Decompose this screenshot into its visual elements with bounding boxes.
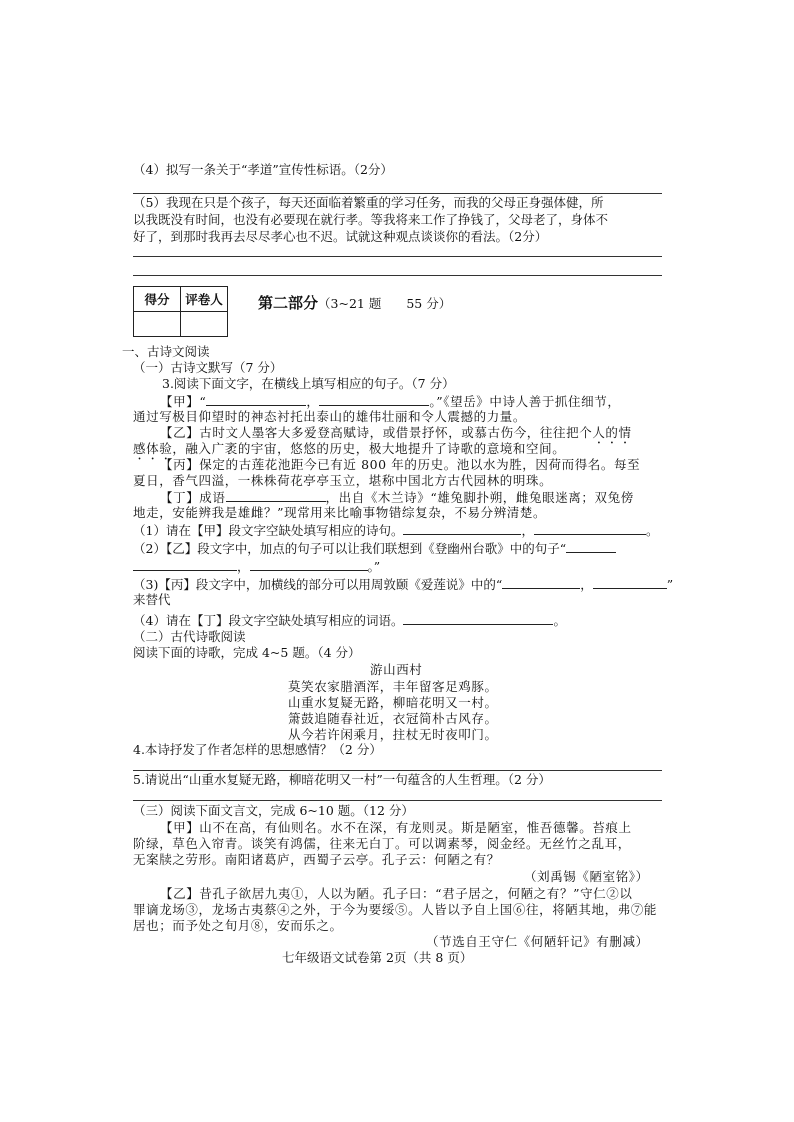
passage-bing-line2: 夏日，香气四溢，一株株荷花亭亭玉立，堪称中国北方古代园林的明珠。	[133, 473, 553, 488]
prose-yi-line2: 罪谪龙场③，龙场古夷蔡④之外，于今为要绥⑤。人皆以予自上国⑥往，将陋其地，弗⑦能	[133, 902, 658, 917]
subquestion-3-line2: 来替代	[133, 592, 171, 607]
quote-open: “	[199, 394, 207, 409]
passage-bing-line1: 【丙】保定的古莲花池距今已有近 800 年的历史。池以水为胜，因荷而得名。每至	[160, 457, 641, 472]
comma: ，	[306, 394, 320, 409]
subquestion-4-text: （4）请在【丁】段文字空缺处填写相应的词语。	[133, 613, 404, 628]
prose-jia-line1: 【甲】山不在高，有仙则名。水不在深，有龙则灵。斯是陋室，惟吾德馨。苔痕上	[160, 820, 632, 835]
part-two-note: （3~21 题 55 分）	[318, 296, 452, 311]
poem-line: 从今若许闲乘月，拄杖无时夜叩门。	[288, 727, 498, 742]
poem-line: 箫鼓追随春社近，衣冠简朴古风存。	[288, 711, 498, 726]
question-5-line2: 以我既没有时间，也没有必要现在就行孝。等我将来工作了挣钱了，父母老了，身体不	[133, 212, 609, 227]
poem-title: 游山西村	[370, 662, 423, 677]
blank-ding[interactable]	[226, 489, 326, 502]
passage-jia-line2: 通过写极目仰望时的神态衬托出泰山的雄伟壮丽和令人震撼的力量。	[133, 409, 527, 424]
poem-intro: 阅读下面的诗歌，完成 4~5 题。（4 分）	[133, 645, 361, 660]
subquestion-2-line1	[133, 540, 616, 557]
answer-blank[interactable]	[133, 558, 237, 571]
answer-line[interactable]	[133, 256, 662, 257]
comma: ，	[580, 577, 593, 592]
answer-blank[interactable]	[534, 522, 646, 535]
subquestion-2-text: （2）【乙】段文字中，加点的句子可以让我们联想到《登幽州台歌》中的句子“	[133, 541, 567, 556]
grader-cell[interactable]	[181, 312, 228, 337]
answer-blank[interactable]	[593, 576, 667, 589]
score-cell[interactable]	[134, 312, 181, 337]
subquestion-3-text: （3)【丙】段文字中，加横线的部分可以用周敦颐《爱莲说》中的“	[133, 577, 503, 592]
comma: ，	[237, 559, 250, 574]
passage-ding-line2: 地走，安能辨我是雄雌？”现常用来比喻事物错综复杂，不易分辨清楚。	[133, 505, 547, 520]
passage-yi-dotted2: 感体验	[133, 441, 173, 456]
passage-jia-tag: 【甲】	[160, 394, 200, 409]
passage-ding-tag: 【丁】成语	[160, 490, 226, 505]
poem-question-4: 4.本诗抒发了作者怎样的思想感情？（2 分）	[133, 742, 382, 757]
subsection-3-heading: （三）阅读下面文言文，完成 6~10 题。（12 分）	[133, 803, 414, 818]
question-5-line3: 好了，到那时我再去尽尽孝心也不迟。试就这种观点谈谈你的看法。（2分）	[133, 229, 548, 244]
question-5-line1: （5）我现在只是个孩子，每天还面临着繁重的学习任务，而我的父母正身强体健，所	[133, 195, 604, 210]
answer-blank[interactable]	[566, 540, 616, 553]
answer-blank[interactable]	[403, 522, 521, 535]
subsection-1-heading: （一）古诗文默写（7 分）	[133, 360, 283, 375]
answer-blank[interactable]	[502, 576, 580, 589]
passage-yi-text: 【乙】古时文人墨客大多爱登高赋诗，或借景抒怀，或慕古伤今，往往把个	[160, 425, 593, 440]
comma: ，	[521, 523, 534, 538]
part-two-heading	[258, 294, 451, 313]
page-footer: 七年级语文试卷第 2页（共 8 页）	[282, 950, 473, 965]
score-box	[133, 286, 228, 337]
prose-jia-source: （刘禹锡《陋室铭》）	[524, 869, 649, 884]
passage-ding-line1	[160, 489, 634, 506]
answer-line[interactable]	[133, 193, 662, 194]
section-1-heading: 一、古诗文阅读	[122, 344, 210, 359]
passage-ding-text: ，出自《木兰诗》“雄兔脚扑朔，雌兔眼迷离；双兔傍	[325, 490, 634, 505]
prose-jia-line2: 阶绿，草色入帘青。谈笑有鸿儒，往来无白丁。可以调素琴，阅金经。无丝竹之乱耳，	[133, 836, 631, 851]
prose-yi-line3: 居也；而予处之旬月⑧，安而乐之。	[133, 918, 343, 933]
answer-blank[interactable]	[250, 558, 368, 571]
subquestion-4	[133, 612, 566, 629]
poem-question-5: 5.请说出“山重水复疑无路，柳暗花明又一村”一句蕴含的人生哲理。（2 分）	[133, 772, 551, 787]
answer-blank[interactable]	[403, 612, 553, 625]
close-quote: ”	[666, 577, 674, 592]
prose-yi-source: （节选自王守仁《何陋轩记》有删减）	[426, 934, 649, 949]
blank-jia-1[interactable]	[206, 393, 306, 406]
passage-jia-rest: 。”《望岳》中诗人善于抓住细节，	[429, 394, 621, 409]
answer-line[interactable]	[133, 800, 662, 801]
answer-line[interactable]	[133, 275, 662, 276]
close-quote: 。”	[367, 559, 381, 574]
passage-jia-line1	[160, 393, 620, 410]
score-header: 得分	[134, 287, 181, 312]
answer-line[interactable]	[133, 770, 662, 771]
poem-line: 山重水复疑无路，柳暗花明又一村。	[288, 695, 498, 710]
subquestion-2-line2	[133, 558, 380, 575]
passage-yi-dotted: 人的情	[592, 425, 632, 440]
prose-jia-line3: 无案牍之劳形。南阳诸葛庐，西蜀子云亭。孔子云：何陋之有？	[133, 852, 500, 867]
grader-header: 评卷人	[181, 287, 228, 312]
poem-line: 莫笑农家腊酒浑，丰年留客足鸡豚。	[288, 679, 498, 694]
prose-yi-line1: 【乙】昔孔子欲居九夷①，人以为陋。孔子曰：“君子居之，何陋之有？”守仁②以	[160, 886, 633, 901]
period: 。	[645, 523, 659, 538]
part-two-title: 第二部分	[258, 294, 319, 312]
period: 。	[553, 613, 566, 628]
subquestion-3-line1	[133, 576, 673, 593]
subquestion-1	[133, 522, 659, 539]
question-4-slogan: （4）拟写一条关于“孝道”宣传性标语。（2分）	[133, 162, 393, 177]
subsection-2-heading: （二）古代诗歌阅读	[133, 629, 246, 644]
blank-jia-2[interactable]	[319, 393, 429, 406]
passage-yi-text2: ，融入广袤的宇宙，悠悠的历史，极大地提升了诗歌的意境和空间。	[172, 441, 566, 456]
subquestion-1-text: （1）请在【甲】段文字空缺处填写相应的诗句。	[133, 523, 404, 538]
question-3-intro: 3.阅读下面文字，在横线上填写相应的句子。（7 分）	[162, 376, 455, 391]
